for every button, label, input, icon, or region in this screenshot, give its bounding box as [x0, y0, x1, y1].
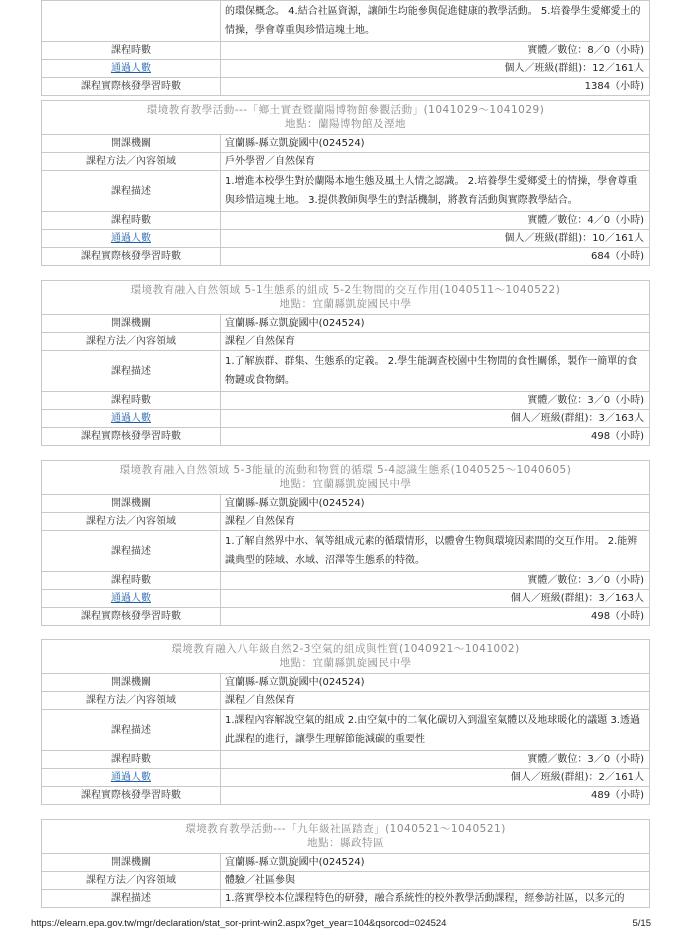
- hours-value: 實體／數位：3／0（小時): [221, 751, 650, 769]
- participants-value: 個人／班級(群組)：3／163人: [221, 590, 650, 608]
- description-value: 1.課程內容解說空氣的組成 2.由空氣中的二氧化碳切入到溫室氣體以及地球暖化的議題 3.透過此課程的進行，讓學生理解節能減碳的重要性: [221, 710, 650, 751]
- description-label: [42, 1, 221, 42]
- actual-hours-label: 課程實際核發學習時數: [42, 787, 221, 805]
- print-footer: [31, 918, 651, 929]
- hours-label: 課程時數: [42, 572, 221, 590]
- footer-url: https://elearn.epa.gov.tw/mgr/declaration/stat_sor-print-win2.aspx?get_year=104&qsorcod=024524: [31, 918, 447, 929]
- actual-hours-value: 489（小時): [221, 787, 650, 805]
- participants-link[interactable]: 通過人數: [42, 590, 221, 608]
- course-table: [41, 0, 650, 96]
- hours-value: 實體／數位：3／0（小時): [221, 572, 650, 590]
- course-table: [41, 673, 650, 805]
- actual-hours-label: 課程實際核發學習時數: [42, 608, 221, 626]
- course-table: [41, 494, 650, 626]
- course-location: 地點：縣政特區: [307, 837, 384, 849]
- participants-link[interactable]: 通過人數: [42, 410, 221, 428]
- description-value: 1.了解自然界中水、氧等組成元素的循環情形，以體會生物與環境因素間的交互作用。 2.能辨識典型的陸域、水域、沼澤等生態系的特徵。: [221, 531, 650, 572]
- organizer-label: 開課機關: [42, 315, 221, 333]
- hours-label: 課程時數: [42, 42, 221, 60]
- participants-link[interactable]: 通過人數: [42, 230, 221, 248]
- participants-value: 個人／班級(群組)：12／161人: [221, 60, 650, 78]
- hours-label: 課程時數: [42, 392, 221, 410]
- description-value: 1.落實學校本位課程特色的研發，融合系統性的校外教學活動課程，經參訪社區，以多元的: [221, 890, 650, 908]
- hours-value: 實體／數位：3／0（小時): [221, 392, 650, 410]
- course-card-fragment: [41, 0, 650, 96]
- description-value: 1.增進本校學生對於蘭陽本地生態及風土人情之認識。 2.培養學生愛鄉愛土的情操，學會尊重與珍惜這塊土地。 3.提供教師與學生的對話機制，將教育活動與實際教學結合。: [221, 171, 650, 212]
- description-label: 課程描述: [42, 351, 221, 392]
- course-table: [41, 314, 650, 446]
- method-label: 課程方法／內容領域: [42, 513, 221, 531]
- actual-hours-value: 684（小時): [221, 248, 650, 266]
- method-value: 課程／自然保育: [221, 333, 650, 351]
- hours-value: 實體／數位：8／0（小時): [221, 42, 650, 60]
- hours-label: 課程時數: [42, 212, 221, 230]
- course-location: 地點：宜蘭縣凱旋國民中學: [279, 298, 412, 310]
- course-header: [41, 280, 650, 314]
- participants-value: 個人／班級(群組)：10／161人: [221, 230, 650, 248]
- course-title: 環境教育教學活動---「鄉土實查暨蘭陽博物館參觀活動」(1041029～1041029): [146, 104, 545, 116]
- method-value: 戶外學習／自然保育: [221, 153, 650, 171]
- organizer-value: 宜蘭縣-縣立凱旋國中(024524): [221, 854, 650, 872]
- organizer-value: 宜蘭縣-縣立凱旋國中(024524): [221, 495, 650, 513]
- actual-hours-value: 1384（小時): [221, 78, 650, 96]
- actual-hours-label: 課程實際核發學習時數: [42, 78, 221, 96]
- actual-hours-value: 498（小時): [221, 428, 650, 446]
- course-location: 地點：宜蘭縣凱旋國民中學: [279, 657, 412, 669]
- organizer-label: 開課機關: [42, 674, 221, 692]
- course-card: [41, 100, 650, 266]
- course-title: 環境教育融入八年級自然2-3空氣的組成與性質(1040921～1041002): [171, 643, 520, 655]
- method-label: 課程方法／內容領域: [42, 153, 221, 171]
- description-row: [42, 1, 650, 42]
- organizer-label: 開課機關: [42, 135, 221, 153]
- organizer-label: 開課機關: [42, 854, 221, 872]
- actual-hours-value: 498（小時): [221, 608, 650, 626]
- course-card: [41, 460, 650, 626]
- course-location: 地點：宜蘭縣凱旋國民中學: [279, 478, 412, 490]
- organizer-value: 宜蘭縣-縣立凱旋國中(024524): [221, 135, 650, 153]
- organizer-value: 宜蘭縣-縣立凱旋國中(024524): [221, 315, 650, 333]
- participants-value: 個人／班級(群組)：2／161人: [221, 769, 650, 787]
- course-title: 環境教育融入自然領域 5-1生態系的組成 5-2生物間的交互作用(1040511～1040522): [130, 284, 561, 296]
- course-card: [41, 280, 650, 446]
- course-table: [41, 134, 650, 266]
- course-card: [41, 819, 650, 908]
- hours-row: [42, 42, 650, 60]
- hours-label: 課程時數: [42, 751, 221, 769]
- method-value: 課程／自然保育: [221, 513, 650, 531]
- method-label: 課程方法／內容領域: [42, 872, 221, 890]
- page-number: 5/15: [632, 918, 651, 929]
- organizer-value: 宜蘭縣-縣立凱旋國中(024524): [221, 674, 650, 692]
- course-location: 地點：蘭陽博物館及溼地: [285, 118, 406, 130]
- actual-hours-label: 課程實際核發學習時數: [42, 248, 221, 266]
- actual-hours-label: 課程實際核發學習時數: [42, 428, 221, 446]
- description-label: 課程描述: [42, 171, 221, 212]
- description-label: 課程描述: [42, 531, 221, 572]
- hours-value: 實體／數位：4／0（小時): [221, 212, 650, 230]
- method-label: 課程方法／內容領域: [42, 692, 221, 710]
- participants-value: 個人／班級(群組)：3／163人: [221, 410, 650, 428]
- method-value: 體驗／社區參與: [221, 872, 650, 890]
- description-label: 課程描述: [42, 710, 221, 751]
- course-header: [41, 460, 650, 494]
- organizer-label: 開課機關: [42, 495, 221, 513]
- course-title: 環境教育融入自然領域 5-3能量的流動和物質的循環 5-4認識生態系(1040525～1040605): [119, 464, 572, 476]
- course-card: [41, 639, 650, 805]
- participants-row: [42, 60, 650, 78]
- course-header: [41, 100, 650, 134]
- description-value: 的環保概念。 4.結合社區資源，讓師生均能參與促進健康的教學活動。 5.培養學生愛鄉愛土的情操，學會尊重與珍惜這塊土地。: [221, 1, 650, 42]
- description-label: 課程描述: [42, 890, 221, 908]
- participants-link[interactable]: 通過人數: [42, 769, 221, 787]
- method-value: 課程／自然保育: [221, 692, 650, 710]
- course-table: [41, 853, 650, 908]
- method-label: 課程方法／內容領域: [42, 333, 221, 351]
- course-header: [41, 639, 650, 673]
- actual-hours-row: [42, 78, 650, 96]
- course-header: [41, 819, 650, 853]
- course-title: 環境教育教學活動---「九年級社區踏查」(1040521～1040521): [185, 823, 506, 835]
- description-value: 1.了解族群、群集、生態系的定義。 2.學生能調查校園中生物間的食性關係，製作一簡單的食物鏈或食物網。: [221, 351, 650, 392]
- participants-link[interactable]: 通過人數: [42, 60, 221, 78]
